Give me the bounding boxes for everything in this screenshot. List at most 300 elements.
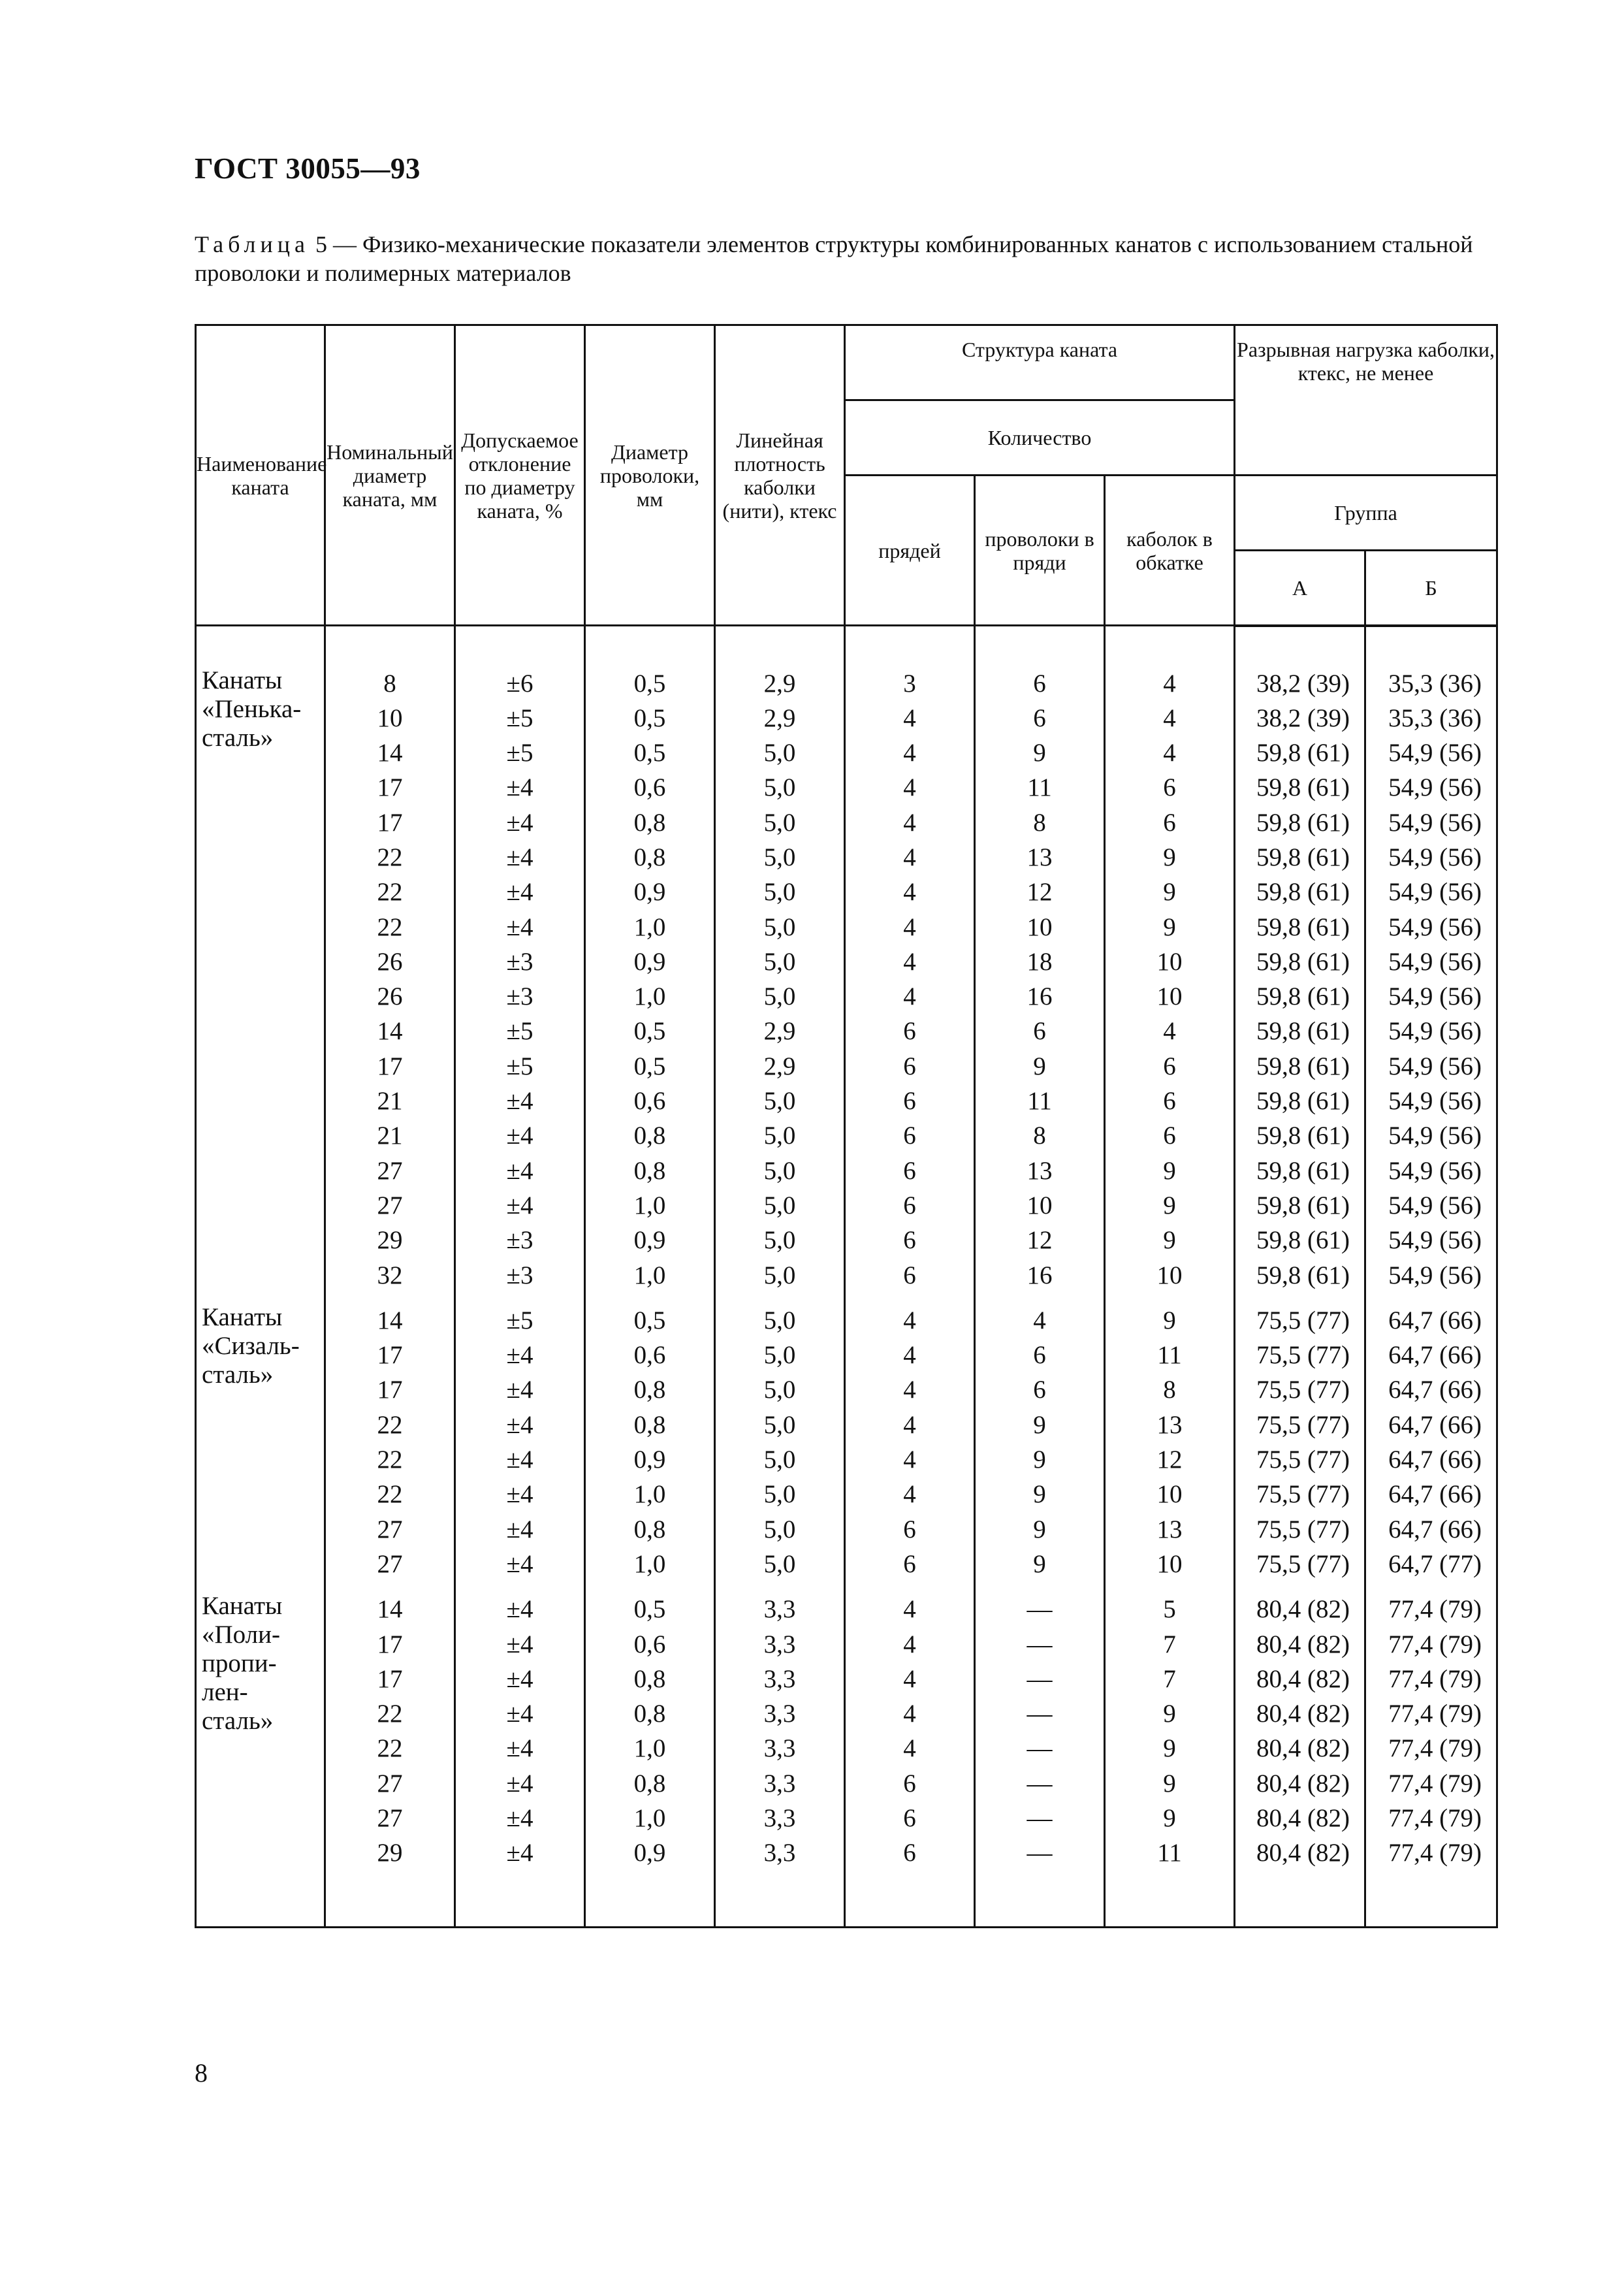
wire-diameter: 1,0 [585, 1801, 715, 1835]
table-row [196, 1338, 1497, 1372]
strands-count: 4 [845, 910, 975, 945]
tolerance: ±4 [455, 1627, 585, 1662]
load-group-a: 59,8 (61) [1235, 770, 1365, 805]
linear-density: 5,0 [715, 1408, 845, 1442]
rope-type-name-line: «Поли- [202, 1621, 280, 1649]
linear-density: 5,0 [715, 735, 845, 770]
rope-type-name-line: сталь» [202, 723, 274, 752]
spacer-cell [975, 1871, 1105, 1928]
yarns-count: 9 [1105, 1293, 1235, 1338]
yarns-count: 9 [1105, 1801, 1235, 1835]
linear-density: 5,0 [715, 1477, 845, 1511]
load-group-b: 77,4 (79) [1365, 1801, 1497, 1835]
spacer-cell [715, 626, 845, 666]
strands-count: 6 [845, 1084, 975, 1118]
spacer-cell [715, 1871, 845, 1928]
nominal-diameter: 27 [325, 1154, 455, 1188]
strands-count: 4 [845, 1293, 975, 1338]
strands-count: 4 [845, 1372, 975, 1407]
linear-density: 3,3 [715, 1731, 845, 1766]
wires-count: 9 [975, 1512, 1105, 1547]
linear-density: 5,0 [715, 770, 845, 805]
strands-count: 4 [845, 701, 975, 735]
nominal-diameter: 14 [325, 1581, 455, 1626]
load-group-a: 80,4 (82) [1235, 1731, 1365, 1766]
nominal-diameter: 22 [325, 1477, 455, 1511]
nominal-diameter: 29 [325, 1223, 455, 1257]
spacer-cell [455, 1871, 585, 1928]
yarns-count: 10 [1105, 1258, 1235, 1293]
wire-diameter: 0,5 [585, 666, 715, 701]
wire-diameter: 0,8 [585, 1512, 715, 1547]
spacer-cell [1105, 626, 1235, 666]
yarns-count: 5 [1105, 1581, 1235, 1626]
strands-count: 4 [845, 735, 975, 770]
wire-diameter: 1,0 [585, 1188, 715, 1223]
yarns-count: 11 [1105, 1835, 1235, 1870]
wire-diameter: 1,0 [585, 1547, 715, 1581]
wire-diameter: 0,9 [585, 1223, 715, 1257]
nominal-diameter: 27 [325, 1512, 455, 1547]
linear-density: 3,3 [715, 1581, 845, 1626]
wires-count: — [975, 1731, 1105, 1766]
table-row [196, 1258, 1497, 1293]
wires-count: 16 [975, 1258, 1105, 1293]
linear-density: 5,0 [715, 979, 845, 1014]
strands-count: 4 [845, 875, 975, 909]
rope-type-name-line: пропи- [202, 1649, 277, 1678]
linear-density: 5,0 [715, 1547, 845, 1581]
nominal-diameter: 22 [325, 1442, 455, 1477]
strands-count: 6 [845, 1223, 975, 1257]
wire-diameter: 0,8 [585, 1154, 715, 1188]
load-group-b: 54,9 (56) [1365, 910, 1497, 945]
load-group-b: 77,4 (79) [1365, 1581, 1497, 1626]
linear-density: 3,3 [715, 1662, 845, 1696]
wires-count: 11 [975, 770, 1105, 805]
wire-diameter: 0,5 [585, 1293, 715, 1338]
yarns-count: 6 [1105, 770, 1235, 805]
load-group-a: 80,4 (82) [1235, 1662, 1365, 1696]
tolerance: ±4 [455, 1662, 585, 1696]
spacer-cell [1365, 1871, 1497, 1928]
load-group-a: 75,5 (77) [1235, 1442, 1365, 1477]
wire-diameter: 0,5 [585, 1581, 715, 1626]
tolerance: ±5 [455, 1049, 585, 1084]
yarns-count: 10 [1105, 979, 1235, 1014]
nominal-diameter: 8 [325, 666, 455, 701]
nominal-diameter: 22 [325, 1731, 455, 1766]
header-breaking-load: Разрывная нагрузка каболки, ктекс, не менее [1235, 325, 1497, 476]
wire-diameter: 0,8 [585, 1696, 715, 1731]
spacer-cell [196, 1871, 325, 1928]
load-group-b: 54,9 (56) [1365, 805, 1497, 840]
strands-count: 6 [845, 1188, 975, 1223]
nominal-diameter: 22 [325, 910, 455, 945]
load-group-a: 75,5 (77) [1235, 1338, 1365, 1372]
load-group-a: 59,8 (61) [1235, 840, 1365, 875]
load-group-b: 54,9 (56) [1365, 770, 1497, 805]
load-group-a: 75,5 (77) [1235, 1547, 1365, 1581]
tolerance: ±4 [455, 1512, 585, 1547]
table-row [196, 770, 1497, 805]
yarns-count: 10 [1105, 1477, 1235, 1511]
tolerance: ±4 [455, 1731, 585, 1766]
tolerance: ±3 [455, 1223, 585, 1257]
spacer-cell [325, 1871, 455, 1928]
wire-diameter: 1,0 [585, 1258, 715, 1293]
load-group-a: 75,5 (77) [1235, 1477, 1365, 1511]
wires-count: 6 [975, 1338, 1105, 1372]
nominal-diameter: 17 [325, 1662, 455, 1696]
load-group-a: 80,4 (82) [1235, 1581, 1365, 1626]
linear-density: 3,3 [715, 1627, 845, 1662]
table-row [196, 666, 1497, 701]
linear-density: 3,3 [715, 1801, 845, 1835]
strands-count: 4 [845, 1477, 975, 1511]
nominal-diameter: 26 [325, 979, 455, 1014]
wires-count: 6 [975, 1014, 1105, 1048]
tolerance: ±3 [455, 1258, 585, 1293]
yarns-count: 4 [1105, 735, 1235, 770]
spacer-cell [585, 626, 715, 666]
load-group-a: 75,5 (77) [1235, 1512, 1365, 1547]
load-group-b: 77,4 (79) [1365, 1627, 1497, 1662]
yarns-count: 6 [1105, 1049, 1235, 1084]
tolerance: ±4 [455, 1547, 585, 1581]
strands-count: 4 [845, 1442, 975, 1477]
wires-count: 13 [975, 840, 1105, 875]
linear-density: 2,9 [715, 1049, 845, 1084]
linear-density: 5,0 [715, 1512, 845, 1547]
linear-density: 5,0 [715, 1258, 845, 1293]
tolerance: ±4 [455, 805, 585, 840]
load-group-a: 38,2 (39) [1235, 666, 1365, 701]
nominal-diameter: 17 [325, 1627, 455, 1662]
tolerance: ±4 [455, 1338, 585, 1372]
nominal-diameter: 26 [325, 945, 455, 979]
strands-count: 4 [845, 1338, 975, 1372]
tolerance: ±5 [455, 1293, 585, 1338]
load-group-b: 54,9 (56) [1365, 1118, 1497, 1153]
load-group-b: 64,7 (66) [1365, 1293, 1497, 1338]
tolerance: ±4 [455, 1696, 585, 1731]
table-row [196, 910, 1497, 945]
wire-diameter: 0,9 [585, 1835, 715, 1870]
wires-count: — [975, 1627, 1105, 1662]
linear-density: 5,0 [715, 1084, 845, 1118]
wires-count: 8 [975, 1118, 1105, 1153]
nominal-diameter: 27 [325, 1547, 455, 1581]
yarns-count: 9 [1105, 1731, 1235, 1766]
header-yarns-in-wrap: каболок в обкатке [1105, 476, 1235, 626]
yarns-count: 9 [1105, 1188, 1235, 1223]
strands-count: 6 [845, 1547, 975, 1581]
table-row [196, 1627, 1497, 1662]
strands-count: 6 [845, 1801, 975, 1835]
header-wires-in-strand: проволоки в пряди [975, 476, 1105, 626]
tolerance: ±5 [455, 735, 585, 770]
header-wire-diameter: Диаметр проволоки, мм [585, 325, 715, 626]
rope-type-name-line: «Пенька- [202, 694, 302, 723]
tolerance: ±4 [455, 1188, 585, 1223]
wires-count: 6 [975, 666, 1105, 701]
spacer-cell [196, 626, 325, 666]
wires-count: 13 [975, 1154, 1105, 1188]
linear-density: 2,9 [715, 666, 845, 701]
load-group-b: 77,4 (79) [1365, 1662, 1497, 1696]
load-group-a: 75,5 (77) [1235, 1408, 1365, 1442]
header-tolerance: Допускаемое отклонение по диаметру каната, % [455, 325, 585, 626]
load-group-a: 80,4 (82) [1235, 1835, 1365, 1870]
yarns-count: 4 [1105, 1014, 1235, 1048]
spacer-cell [455, 626, 585, 666]
linear-density: 5,0 [715, 1223, 845, 1257]
linear-density: 5,0 [715, 910, 845, 945]
linear-density: 5,0 [715, 1338, 845, 1372]
nominal-diameter: 14 [325, 735, 455, 770]
table-row [196, 701, 1497, 735]
load-group-b: 77,4 (79) [1365, 1835, 1497, 1870]
load-group-b: 64,7 (66) [1365, 1372, 1497, 1407]
wires-count: 6 [975, 701, 1105, 735]
load-group-a: 38,2 (39) [1235, 701, 1365, 735]
linear-density: 5,0 [715, 1372, 845, 1407]
nominal-diameter: 17 [325, 1372, 455, 1407]
table-row [196, 735, 1497, 770]
load-group-b: 54,9 (56) [1365, 1223, 1497, 1257]
load-group-b: 64,7 (66) [1365, 1442, 1497, 1477]
strands-count: 4 [845, 805, 975, 840]
table-row [196, 1223, 1497, 1257]
wire-diameter: 0,8 [585, 1118, 715, 1153]
spacer-cell [1105, 1871, 1235, 1928]
rope-type-name-line: Канаты [202, 666, 283, 694]
load-group-b: 64,7 (66) [1365, 1512, 1497, 1547]
tolerance: ±4 [455, 1084, 585, 1118]
load-group-b: 54,9 (56) [1365, 1188, 1497, 1223]
spacer-cell [1235, 1871, 1365, 1928]
nominal-diameter: 21 [325, 1084, 455, 1118]
linear-density: 5,0 [715, 805, 845, 840]
document-code: ГОСТ 30055—93 [195, 152, 421, 185]
wire-diameter: 0,5 [585, 701, 715, 735]
linear-density: 5,0 [715, 945, 845, 979]
table-row [196, 1293, 1497, 1338]
wire-diameter: 1,0 [585, 910, 715, 945]
table-row [196, 1442, 1497, 1477]
load-group-b: 54,9 (56) [1365, 735, 1497, 770]
load-group-b: 54,9 (56) [1365, 1014, 1497, 1048]
load-group-b: 77,4 (79) [1365, 1731, 1497, 1766]
strands-count: 6 [845, 1512, 975, 1547]
nominal-diameter: 29 [325, 1835, 455, 1870]
table-row [196, 1084, 1497, 1118]
load-group-a: 59,8 (61) [1235, 1188, 1365, 1223]
nominal-diameter: 17 [325, 1049, 455, 1084]
linear-density: 2,9 [715, 701, 845, 735]
load-group-b: 64,7 (66) [1365, 1338, 1497, 1372]
load-group-a: 59,8 (61) [1235, 1118, 1365, 1153]
rope-type-name-line: сталь» [202, 1360, 274, 1389]
strands-count: 6 [845, 1258, 975, 1293]
strands-count: 6 [845, 1766, 975, 1801]
wires-count: 8 [975, 805, 1105, 840]
linear-density: 5,0 [715, 875, 845, 909]
rope-type-name [196, 1581, 325, 1870]
strands-count: 6 [845, 1014, 975, 1048]
nominal-diameter: 17 [325, 805, 455, 840]
tolerance: ±4 [455, 1442, 585, 1477]
strands-count: 4 [845, 1731, 975, 1766]
spacer-cell [325, 626, 455, 666]
load-group-b: 35,3 (36) [1365, 666, 1497, 701]
table-row [196, 1801, 1497, 1835]
yarns-count: 6 [1105, 805, 1235, 840]
strands-count: 6 [845, 1118, 975, 1153]
load-group-b: 54,9 (56) [1365, 1258, 1497, 1293]
table-row [196, 1512, 1497, 1547]
yarns-count: 7 [1105, 1662, 1235, 1696]
wires-count: 9 [975, 735, 1105, 770]
tolerance: ±6 [455, 666, 585, 701]
tolerance: ±4 [455, 1581, 585, 1626]
linear-density: 5,0 [715, 840, 845, 875]
load-group-b: 77,4 (79) [1365, 1766, 1497, 1801]
tolerance: ±4 [455, 1154, 585, 1188]
table-row [196, 1118, 1497, 1153]
load-group-a: 59,8 (61) [1235, 979, 1365, 1014]
wire-diameter: 0,8 [585, 840, 715, 875]
load-group-a: 59,8 (61) [1235, 1223, 1365, 1257]
header-group-a: А [1235, 551, 1365, 626]
rope-type-name [196, 1293, 325, 1581]
linear-density: 3,3 [715, 1696, 845, 1731]
linear-density: 5,0 [715, 1118, 845, 1153]
wire-diameter: 0,6 [585, 1084, 715, 1118]
wire-diameter: 0,6 [585, 770, 715, 805]
load-group-a: 75,5 (77) [1235, 1372, 1365, 1407]
header-linear-density: Линейная плотность каболки (нити), ктекс [715, 325, 845, 626]
wire-diameter: 0,5 [585, 1014, 715, 1048]
caption-text: 5 — Физико-механические показатели элементов структуры комбинированных канатов с использованием стальной проволоки и полимерных материалов [195, 231, 1473, 286]
caption-label: Таблица [195, 231, 310, 257]
header-nominal-diameter: Номинальный диаметр каната, мм [325, 325, 455, 626]
load-group-b: 54,9 (56) [1365, 979, 1497, 1014]
wires-count: 11 [975, 1084, 1105, 1118]
load-group-b: 54,9 (56) [1365, 840, 1497, 875]
yarns-count: 13 [1105, 1408, 1235, 1442]
nominal-diameter: 32 [325, 1258, 455, 1293]
wires-count: — [975, 1766, 1105, 1801]
load-group-a: 80,4 (82) [1235, 1766, 1365, 1801]
table-row [196, 1372, 1497, 1407]
nominal-diameter: 21 [325, 1118, 455, 1153]
nominal-diameter: 14 [325, 1014, 455, 1048]
table-row [196, 1408, 1497, 1442]
wires-count: 4 [975, 1293, 1105, 1338]
table-row [196, 1049, 1497, 1084]
strands-count: 4 [845, 1581, 975, 1626]
wire-diameter: 0,5 [585, 735, 715, 770]
wires-count: 18 [975, 945, 1105, 979]
wire-diameter: 0,5 [585, 1049, 715, 1084]
yarns-count: 9 [1105, 1696, 1235, 1731]
yarns-count: 13 [1105, 1512, 1235, 1547]
header-rope-structure: Структура каната [845, 325, 1235, 400]
nominal-diameter: 22 [325, 875, 455, 909]
spacer-cell [975, 626, 1105, 666]
load-group-a: 59,8 (61) [1235, 945, 1365, 979]
table-row [196, 1188, 1497, 1223]
table-row [196, 1581, 1497, 1626]
yarns-count: 9 [1105, 1154, 1235, 1188]
table-row [196, 1696, 1497, 1731]
rope-type-name-line: Канаты [202, 1302, 283, 1331]
strands-count: 4 [845, 979, 975, 1014]
nominal-diameter: 22 [325, 1408, 455, 1442]
tolerance: ±4 [455, 1477, 585, 1511]
load-group-a: 80,4 (82) [1235, 1801, 1365, 1835]
wires-count: 16 [975, 979, 1105, 1014]
tolerance: ±4 [455, 770, 585, 805]
linear-density: 5,0 [715, 1293, 845, 1338]
wires-count: 9 [975, 1477, 1105, 1511]
table-row [196, 875, 1497, 909]
wire-diameter: 0,9 [585, 875, 715, 909]
wire-diameter: 0,8 [585, 1766, 715, 1801]
yarns-count: 9 [1105, 875, 1235, 909]
strands-count: 6 [845, 1835, 975, 1870]
header-strands: прядей [845, 476, 975, 626]
tolerance: ±3 [455, 979, 585, 1014]
load-group-a: 59,8 (61) [1235, 1049, 1365, 1084]
linear-density: 5,0 [715, 1188, 845, 1223]
load-group-a: 59,8 (61) [1235, 1258, 1365, 1293]
wires-count: 10 [975, 910, 1105, 945]
wire-diameter: 1,0 [585, 1477, 715, 1511]
load-group-a: 59,8 (61) [1235, 1154, 1365, 1188]
wires-count: — [975, 1835, 1105, 1870]
strands-count: 4 [845, 945, 975, 979]
wires-count: — [975, 1801, 1105, 1835]
load-group-b: 54,9 (56) [1365, 1084, 1497, 1118]
wire-diameter: 0,6 [585, 1338, 715, 1372]
table-row [196, 1766, 1497, 1801]
header-group-b: Б [1365, 551, 1497, 626]
table-row [196, 945, 1497, 979]
load-group-a: 59,8 (61) [1235, 1014, 1365, 1048]
load-group-a: 80,4 (82) [1235, 1696, 1365, 1731]
nominal-diameter: 10 [325, 701, 455, 735]
wires-count: — [975, 1581, 1105, 1626]
spacer-cell [585, 1871, 715, 1928]
nominal-diameter: 27 [325, 1801, 455, 1835]
strands-count: 4 [845, 1408, 975, 1442]
nominal-diameter: 22 [325, 840, 455, 875]
strands-count: 4 [845, 1696, 975, 1731]
rope-type-name-line: Канаты [202, 1592, 283, 1621]
linear-density: 5,0 [715, 1154, 845, 1188]
wire-diameter: 0,9 [585, 945, 715, 979]
wires-count: 12 [975, 1223, 1105, 1257]
rope-type-name-line: лен- [202, 1678, 248, 1707]
wire-diameter: 0,8 [585, 1372, 715, 1407]
yarns-count: 11 [1105, 1338, 1235, 1372]
header-group: Группа [1235, 476, 1497, 551]
load-group-b: 54,9 (56) [1365, 875, 1497, 909]
strands-count: 6 [845, 1154, 975, 1188]
